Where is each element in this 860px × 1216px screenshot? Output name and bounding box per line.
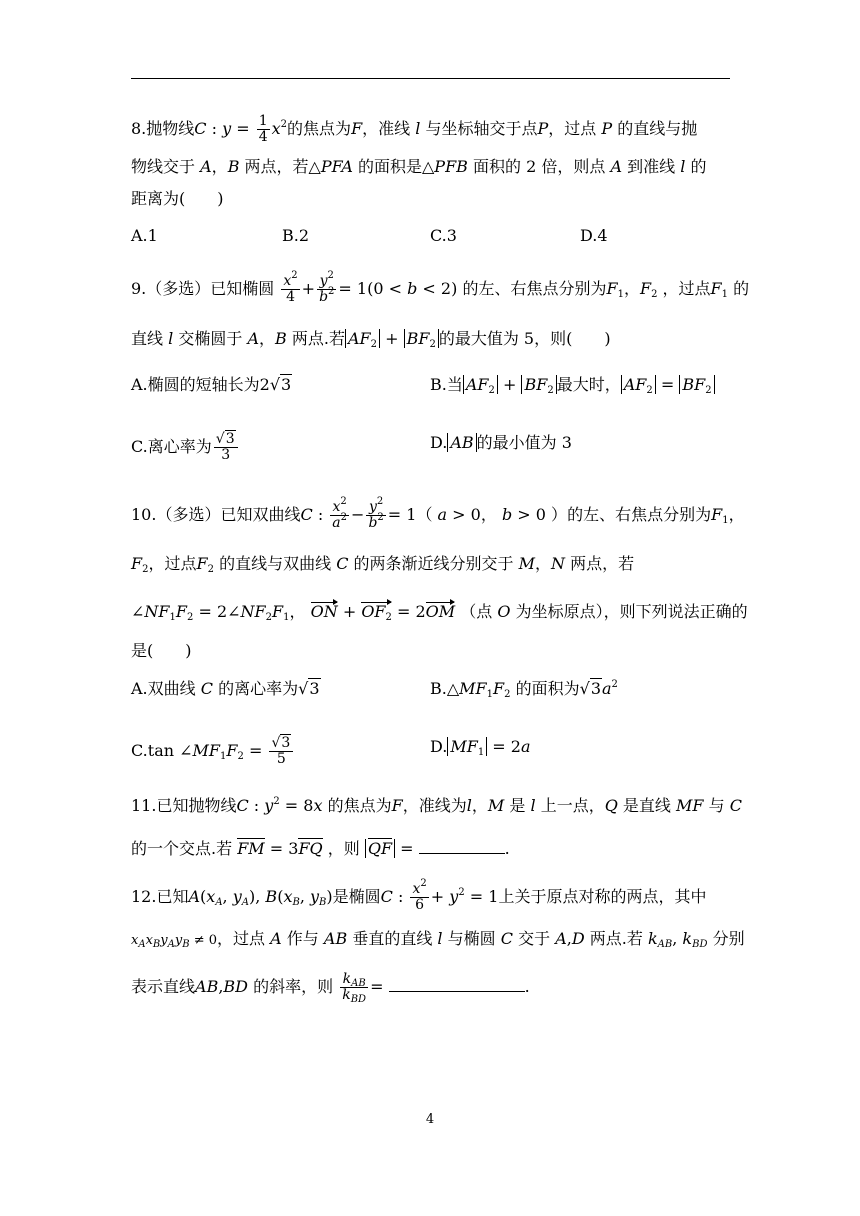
q12-line1: 12.已知$A(x_A$, $y_A$), $B(x_B$, $y_B$)是椭圆C : $\frac{x^2}{6}$ + $y^2 = 1$上关于原点对称的两点，其中 — [131, 878, 707, 913]
q9-option-a: A.椭圆的短轴长为2√3 — [131, 375, 292, 394]
q10-line4: 是( ) — [131, 641, 192, 660]
q10-option-c: C.tan $\angle MF_1F_2$ = $\frac{√3}{5}$ — [131, 736, 295, 767]
q11-answer-blank[interactable] — [419, 839, 505, 854]
q9-line1: 9.（多选）已知椭圆 $\frac{x^2}{4}$ + $\frac{y^2}{b^2}$ = 1(0 < b < 2) 的左、右焦点分别为$F_1$，$F_2$ ，过点$F_1$ 的 — [131, 270, 750, 305]
q9-option-b: B.当 $AF_2 + BF_2$ 最大时， $AF_2 = BF_2$ — [430, 374, 715, 396]
q8-line2: 物线交于 A，B 两点，若△PFA 的面积是△PFB 面积的 2 倍，则点 A 到准线 l 的 — [131, 157, 707, 176]
q10-line2: $F_2$，过点$F_2$ 的直线与双曲线 C 的两条渐近线分别交于 M，N 两点，若 — [131, 554, 635, 575]
q10-line3: $\angle NF_1F_2$ = $2\angle NF_2F_1$， ON + $OF_2 = 2OM$ （点 O 为坐标原点），则下列说法正确的 — [131, 602, 748, 623]
q12-answer-blank[interactable] — [389, 977, 525, 992]
q12-line3: 表示直线AB,BD 的斜率，则 $\frac{k_{AB}}{k_{BD}}$ = . — [131, 971, 530, 1005]
q8-option-d: D.4 — [580, 226, 608, 245]
q9-option-c: C.离心率为 $\frac{√3}{3}$ — [131, 432, 240, 463]
header-rule — [131, 78, 730, 79]
q8-line3: 距离为( ) — [131, 189, 224, 208]
q9-option-d: D. AB 的最小值为 3 — [430, 433, 572, 452]
q11-line2: 的一个交点.若 FM = 3FQ ，则 QF = . — [131, 839, 510, 858]
q9-line2: 直线 l 交椭圆于 A，B 两点.若 $AF_2 + BF_2$ 的最大值为 5，则( ) — [131, 329, 611, 350]
q10-option-b: $B.\triangle MF_1F_2$ 的面积为$√3a^2$ — [430, 679, 618, 700]
page-number: 4 — [425, 1112, 435, 1127]
q8-line1: 8.抛物线C : y = $\frac{1}{4}$ $x^2$的焦点为F，准线 l 与坐标轴交于点P，过点 P 的直线与抛 — [131, 113, 698, 145]
q11-line1: 11.已知抛物线C : $y^2 = 8x$ 的焦点为F，准线为l，M 是 l 上一点，Q 是直线 MF 与 C — [131, 796, 742, 815]
q8-option-b: B.2 — [282, 226, 310, 245]
q12-line2: $x_Ax_By_Ay_B \ne 0$，过点 A 作与 AB 垂直的直线 l 与椭圆 C 交于 A,D 两点.若 $k_{AB}$, $k_{BD}$ 分别 — [131, 929, 745, 950]
q8-option-c: C.3 — [430, 226, 457, 245]
q10-option-d: D. $MF_1 = 2a$ — [430, 737, 531, 758]
q10-option-a: A.双曲线 C 的离心率为√3 — [131, 679, 320, 698]
q10-line1: 10.（多选）已知双曲线C : $\frac{x^2}{a^2}$ − $\frac{y^2}{b^2}$ = 1（ a > 0， b > 0 ）的左、右焦点分别为$F_1$， — [131, 496, 745, 531]
q8-option-a: A.1 — [131, 226, 158, 245]
